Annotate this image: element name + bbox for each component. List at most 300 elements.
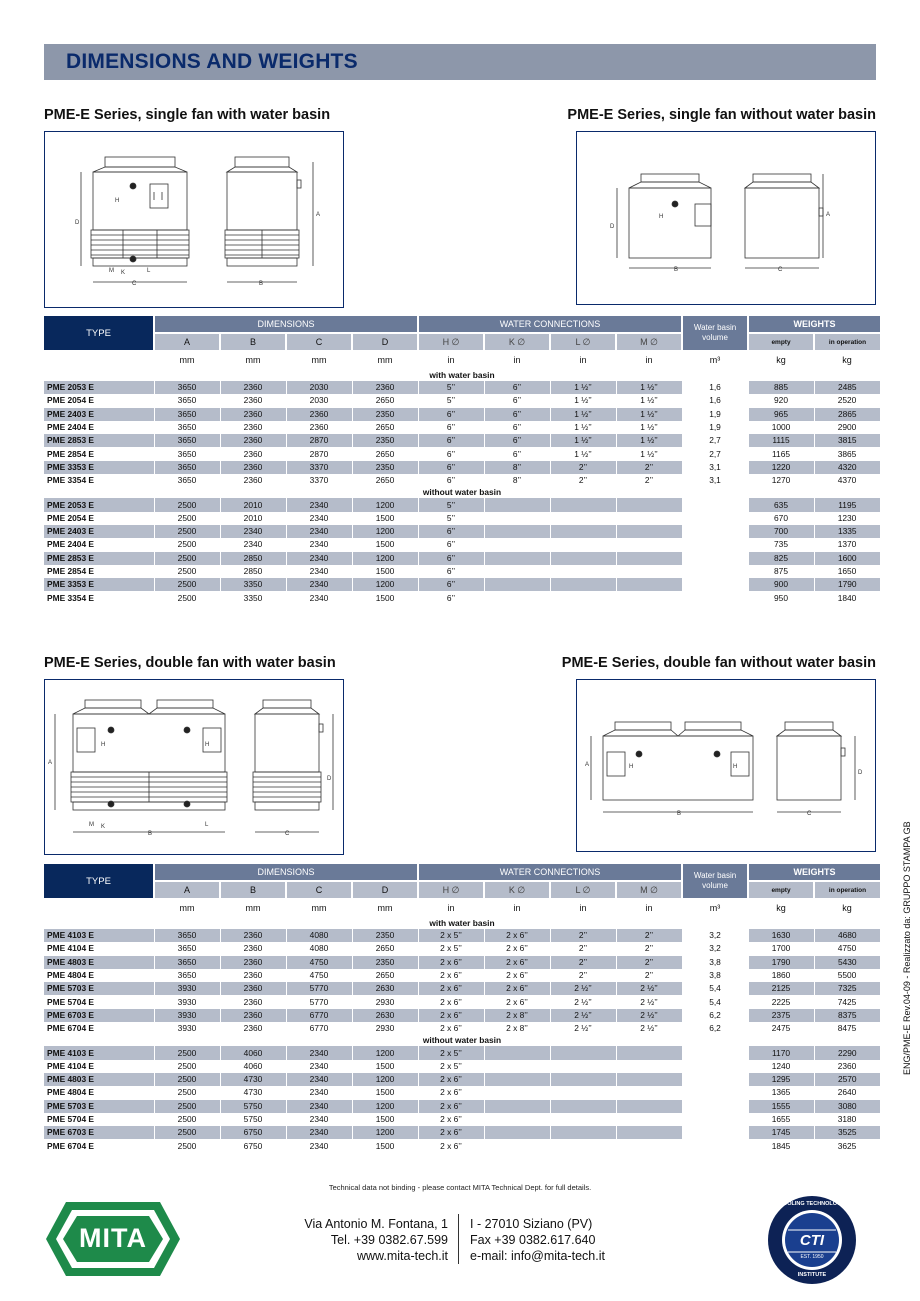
table-cell: 2340: [286, 1046, 352, 1059]
table-cell: 6750: [243, 1140, 263, 1151]
table-cell: [550, 538, 616, 551]
section-title-single-fan-without-basin: PME-E Series, single fan without water basin: [567, 107, 876, 123]
table-cell: 1295: [748, 1073, 814, 1086]
type-cell: PME 2853 E: [44, 434, 154, 447]
table-cell: [550, 565, 616, 578]
col-b: B: [220, 881, 286, 898]
table-cell: 5,4: [709, 996, 721, 1007]
table-cell: 6’’: [418, 578, 484, 591]
table-cell: 2 x 5’’: [418, 1046, 484, 1059]
table-cell: 3180: [837, 1114, 857, 1124]
table-cell: 2360: [243, 475, 263, 486]
table-row: [44, 447, 880, 460]
table-cell: 2290: [814, 1046, 880, 1059]
table-row: [44, 969, 880, 982]
drawing-single-fan-without-basin: [576, 131, 876, 305]
table-cell: 4750: [309, 970, 329, 981]
cooling-tower-drawing: [45, 680, 343, 854]
table-cell: 1500: [375, 1114, 395, 1124]
col-c: C: [286, 881, 352, 898]
table-cell: 3650: [177, 448, 197, 459]
type-cell: PME 6704 E: [47, 1023, 95, 1034]
table-cell: [484, 1046, 550, 1059]
table-cell: [616, 1126, 682, 1139]
unit-cell: m³: [709, 354, 721, 365]
table-cell: [616, 1086, 682, 1099]
table-cell: 3,8: [682, 956, 748, 969]
table-cell: 1 ½’’: [640, 422, 658, 433]
table-cell: [550, 1060, 616, 1073]
table-cell: 8’’: [484, 461, 550, 474]
table-cell: 1840: [837, 592, 857, 603]
table-cell: 2850: [220, 552, 286, 565]
type-cell: PME 6704 E: [47, 1140, 95, 1151]
table-cell: [616, 552, 682, 565]
table-cell: 2340: [286, 1126, 352, 1139]
telephone: Tel. +39 0382.67.599: [330, 1233, 448, 1247]
table-cell: [484, 552, 550, 565]
svg-text:A: A: [48, 760, 53, 766]
table-body: [44, 350, 880, 605]
type-cell: PME 2053 E: [44, 381, 154, 394]
table-cell: 2340: [309, 1087, 329, 1098]
address-block-left: [304, 1216, 448, 1264]
table-row: [44, 956, 880, 969]
table-row: [44, 565, 880, 578]
table-cell: 4730: [220, 1073, 286, 1086]
table-cell: 2360: [220, 434, 286, 447]
table-cell: 2360: [837, 1060, 857, 1071]
table-cell: 2375: [748, 1009, 814, 1022]
table-cell: [616, 1113, 682, 1126]
unit-cell: mm: [179, 902, 195, 913]
table-cell: 5430: [814, 956, 880, 969]
table-cell: 2 x 6’’: [440, 1140, 462, 1151]
table-cell: 6’’: [446, 422, 456, 433]
table-body: [44, 898, 880, 1153]
table-cell: 1600: [814, 552, 880, 565]
table-cell: 4680: [814, 929, 880, 942]
unit-cell: in: [645, 354, 653, 365]
table-cell: 5’’: [446, 512, 456, 523]
table-cell: 6’’: [512, 395, 522, 406]
table-cell: 825: [748, 552, 814, 565]
table-cell: 6770: [309, 1023, 329, 1034]
type-cell: PME 2854 E: [47, 566, 95, 576]
col-d: D: [352, 881, 418, 898]
table-cell: 2650: [375, 475, 395, 486]
table-cell: 1200: [352, 552, 418, 565]
unit-cell: mm: [311, 354, 327, 365]
table-cell: 3650: [177, 943, 197, 954]
group-row-without-basin: [44, 1035, 880, 1046]
table-cell: 2,7: [709, 448, 721, 459]
table-cell: 2475: [771, 1023, 791, 1034]
table-cell: 2’’: [550, 929, 616, 942]
col-h: H ∅: [418, 333, 484, 350]
table-cell: 2500: [154, 498, 220, 511]
type-cell: PME 3353 E: [44, 578, 154, 591]
table-cell: 4370: [837, 475, 857, 486]
col-k: K ∅: [484, 881, 550, 898]
svg-text:B: B: [674, 267, 679, 273]
website-link[interactable]: www.mita-tech.it: [357, 1249, 448, 1263]
table-cell: 2360: [286, 408, 352, 421]
table-cell: 1230: [837, 512, 857, 523]
type-cell: PME 2404 E: [47, 539, 95, 550]
table-cell: [682, 538, 748, 551]
table-cell: 2340: [286, 578, 352, 591]
table-row: [44, 942, 880, 955]
table-cell: 6’’: [484, 381, 550, 394]
unit-cell: in: [447, 902, 455, 913]
table-row: [44, 461, 880, 474]
col-l: L ∅: [550, 333, 616, 350]
table-cell: 2030: [309, 395, 329, 406]
type-cell: PME 4803 E: [44, 1073, 154, 1086]
table-cell: 950: [774, 592, 788, 603]
svg-text:H: H: [101, 742, 106, 748]
table-cell: 4080: [309, 943, 329, 954]
table-cell: 2 x 6’’: [440, 1023, 462, 1034]
section-title-single-fan-with-basin: PME-E Series, single fan with water basin: [44, 107, 331, 123]
table-row: [44, 1126, 880, 1139]
table-cell: 2570: [814, 1073, 880, 1086]
table-cell: 3930: [177, 1023, 197, 1034]
table-cell: 2 x 6’’: [440, 996, 462, 1007]
table-cell: 3370: [286, 461, 352, 474]
table-row: [44, 434, 880, 447]
disclaimer: Technical data not binding - please contact MITA Technical Dept. for full details.: [328, 1183, 592, 1192]
table-row: [44, 982, 880, 995]
unit-cell: in: [579, 902, 587, 913]
table-cell: 2350: [352, 956, 418, 969]
table-cell: 900: [748, 578, 814, 591]
table-cell: 1500: [375, 566, 395, 576]
table-cell: 1000: [771, 422, 791, 433]
table-cell: 700: [748, 525, 814, 538]
type-cell: PME 4103 E: [44, 929, 154, 942]
table-cell: 1 ½’’: [640, 395, 658, 406]
cti-center-text: CTI: [799, 1232, 825, 1249]
type-cell: PME 2403 E: [44, 408, 154, 421]
svg-text:A: A: [316, 212, 321, 218]
col-m: M ∅: [616, 333, 682, 350]
table-row: [44, 381, 880, 394]
col-in-operation: in operation: [814, 881, 880, 898]
table-cell: [484, 1126, 550, 1139]
table-cell: 2 x 6’’: [418, 982, 484, 995]
unit-cell: kg: [776, 354, 786, 365]
table-cell: 6’’: [446, 539, 456, 550]
type-cell: PME 6703 E: [44, 1009, 154, 1022]
table-cell: 6’’: [418, 408, 484, 421]
unit-cell: mm: [377, 354, 393, 365]
table-cell: 2500: [177, 592, 197, 603]
svg-text:M: M: [109, 268, 114, 274]
street-address: Via Antonio M. Fontana, 1: [304, 1217, 448, 1231]
table-cell: 2865: [814, 408, 880, 421]
table-cell: 2500: [154, 552, 220, 565]
table-cell: 2 x 6’’: [484, 982, 550, 995]
table-cell: 2650: [375, 422, 395, 433]
table-row: [44, 1100, 880, 1113]
table-cell: 2 x 6’’: [418, 1009, 484, 1022]
table-cell: 1200: [352, 578, 418, 591]
title-bar: [44, 44, 876, 80]
table-cell: 1200: [352, 1073, 418, 1086]
table-cell: [484, 1139, 550, 1152]
table-cell: 2 x 6’’: [440, 1087, 462, 1098]
type-cell: PME 2054 E: [47, 512, 95, 523]
table-cell: 2 x 6’’: [506, 943, 528, 954]
table-cell: [550, 1113, 616, 1126]
cti-est-text: EST. 1950: [800, 1254, 824, 1260]
table-cell: 5,4: [682, 982, 748, 995]
units-row: [44, 898, 880, 918]
table-cell: 2630: [352, 1009, 418, 1022]
group-label: with water basin: [429, 370, 495, 380]
type-cell: PME 5704 E: [47, 1114, 95, 1124]
table-cell: 2125: [748, 982, 814, 995]
table-cell: 2360: [220, 956, 286, 969]
table-cell: 2640: [837, 1087, 857, 1098]
type-cell: PME 3354 E: [47, 592, 95, 603]
table-cell: 2340: [286, 1100, 352, 1113]
table-cell: [484, 578, 550, 591]
table-cell: 2’’: [644, 475, 654, 486]
table-cell: 3350: [243, 592, 263, 603]
table-cell: [484, 1113, 550, 1126]
table-cell: 1 ½’’: [616, 434, 682, 447]
table-cell: 2 ½’’: [640, 996, 658, 1007]
table-cell: 2500: [177, 512, 197, 523]
table-cell: 1845: [771, 1140, 791, 1151]
table-cell: 3,1: [709, 475, 721, 486]
water-basin-volume-header: Water basin volume: [682, 316, 748, 350]
address-block-right: [470, 1216, 605, 1264]
address-divider: [458, 1214, 459, 1264]
table-cell: 2010: [243, 512, 263, 523]
type-cell: PME 4804 E: [47, 970, 95, 981]
table-cell: 2’’: [644, 970, 654, 981]
table-cell: [484, 512, 550, 525]
col-empty: empty: [748, 333, 814, 350]
table-cell: [484, 1100, 550, 1113]
table-cell: 2 x 8’’: [506, 1023, 528, 1034]
table-cell: 1200: [352, 498, 418, 511]
table-cell: 2 x 6’’: [484, 956, 550, 969]
type-cell: PME 2054 E: [47, 395, 95, 406]
table-cell: 2 x 6’’: [506, 970, 528, 981]
table-cell: 2 x 6’’: [506, 996, 528, 1007]
cooling-tower-drawing: [45, 132, 343, 307]
table-cell: 8475: [837, 1023, 857, 1034]
table-row: [44, 1113, 880, 1126]
table-cell: [616, 1100, 682, 1113]
table-cell: 2 x 8’’: [484, 1009, 550, 1022]
table-cell: 1165: [772, 448, 791, 459]
svg-text:B: B: [259, 281, 264, 287]
table-cell: 2500: [177, 1140, 197, 1151]
table-row: [44, 394, 880, 407]
unit-cell: kg: [842, 354, 852, 365]
table-cell: 2650: [375, 970, 395, 981]
table-cell: 2360: [243, 996, 263, 1007]
table-cell: [682, 1139, 748, 1152]
group-row-with-basin: [44, 370, 880, 381]
table-cell: [616, 591, 682, 604]
table-row: [44, 578, 880, 591]
table-cell: 8375: [814, 1009, 880, 1022]
city-address: I - 27010 Siziano (PV): [470, 1217, 593, 1231]
svg-text:D: D: [327, 776, 332, 782]
table-cell: 2’’: [616, 956, 682, 969]
unit-cell: in: [513, 902, 521, 913]
table-cell: 1630: [748, 929, 814, 942]
dimensions-header: DIMENSIONS: [154, 316, 418, 333]
svg-text:B: B: [148, 831, 153, 837]
table-row: [44, 525, 880, 538]
table-cell: 3650: [154, 381, 220, 394]
col-d: D: [352, 333, 418, 350]
unit-cell: mm: [245, 902, 261, 913]
revision-note: ENG/PME-E Rev.04-09 - Realizzato da: GRUPPO STAMPA GB: [902, 821, 912, 1075]
table-cell: 2340: [286, 525, 352, 538]
unit-cell: kg: [776, 902, 786, 913]
table-cell: 2340: [243, 539, 263, 550]
table-cell: 6’’: [418, 525, 484, 538]
table-cell: [550, 1046, 616, 1059]
table-cell: 2360: [243, 970, 263, 981]
table-cell: 2350: [352, 461, 418, 474]
table-cell: 2500: [177, 539, 197, 550]
table-cell: [550, 1100, 616, 1113]
unit-cell: in: [513, 354, 521, 365]
table-cell: [550, 1073, 616, 1086]
table-cell: 2360: [220, 461, 286, 474]
table-cell: 2500: [154, 1126, 220, 1139]
table-cell: 1,6: [682, 381, 748, 394]
table-cell: 3650: [177, 970, 197, 981]
mita-logo-text: MITA: [79, 1223, 147, 1253]
svg-text:C: C: [807, 811, 812, 817]
table-cell: 2500: [154, 1100, 220, 1113]
table-cell: [682, 1073, 748, 1086]
svg-text:D: D: [858, 770, 863, 776]
table-cell: 2360: [243, 1023, 263, 1034]
table-cell: [484, 1086, 550, 1099]
table-cell: 1195: [814, 498, 880, 511]
table-cell: 8’’: [512, 475, 522, 486]
table-cell: 3,1: [682, 461, 748, 474]
table-cell: 1745: [748, 1126, 814, 1139]
table-cell: 2500: [154, 1046, 220, 1059]
table-cell: [484, 525, 550, 538]
table-cell: [682, 565, 748, 578]
table-row: [44, 474, 880, 487]
table-cell: [616, 1060, 682, 1073]
table-cell: 6’’: [446, 475, 456, 486]
table-cell: 1270: [771, 475, 791, 486]
specs-table-single-fan: [44, 316, 880, 605]
col-h: H ∅: [418, 881, 484, 898]
unit-cell: in: [645, 902, 653, 913]
email-link[interactable]: e-mail: info@mita-tech.it: [470, 1249, 605, 1263]
table-cell: 6’’: [484, 434, 550, 447]
table-cell: 2340: [220, 525, 286, 538]
table-cell: 1555: [748, 1100, 814, 1113]
table-cell: [616, 1046, 682, 1059]
svg-text:D: D: [610, 224, 615, 230]
type-cell: PME 5704 E: [47, 996, 95, 1007]
table-cell: 6’’: [484, 408, 550, 421]
table-row: [44, 408, 880, 421]
table-cell: [550, 591, 616, 604]
table-cell: [616, 1139, 682, 1152]
table-cell: [550, 578, 616, 591]
table-cell: 2340: [309, 512, 329, 523]
table-cell: 3,8: [709, 970, 721, 981]
cti-top-text: COOLING TECHNOLOGY: [779, 1201, 845, 1207]
table-cell: 2 ½’’: [574, 996, 592, 1007]
table-cell: [682, 498, 748, 511]
svg-text:K: K: [101, 824, 106, 830]
type-cell: PME 4103 E: [44, 1046, 154, 1059]
group-label: with water basin: [429, 918, 495, 928]
svg-text:H: H: [733, 764, 738, 770]
table-cell: 2360: [220, 1009, 286, 1022]
svg-text:D: D: [75, 220, 80, 226]
table-cell: 3650: [177, 475, 197, 486]
unit-cell: in: [447, 354, 455, 365]
type-cell: PME 6703 E: [44, 1126, 154, 1139]
table-cell: 3650: [154, 408, 220, 421]
svg-text:L: L: [205, 822, 209, 828]
weights-header: WEIGHTS: [748, 316, 880, 333]
table-cell: 1 ½’’: [616, 408, 682, 421]
table-row: [44, 1073, 880, 1086]
table-row: [44, 512, 880, 525]
table-row: [44, 421, 880, 434]
table-cell: 2350: [352, 408, 418, 421]
mita-logo: [44, 1200, 182, 1278]
table-cell: 2340: [309, 539, 329, 550]
table-cell: 1200: [352, 1126, 418, 1139]
cooling-tower-drawing: [577, 132, 875, 304]
table-cell: 2’’: [616, 929, 682, 942]
col-c: C: [286, 333, 352, 350]
type-cell: PME 5703 E: [44, 1100, 154, 1113]
table-cell: 4060: [220, 1046, 286, 1059]
table-cell: 2900: [837, 422, 857, 433]
table-cell: [616, 565, 682, 578]
table-row: [44, 1060, 880, 1073]
table-cell: 3815: [814, 434, 880, 447]
table-cell: 2030: [286, 381, 352, 394]
table-cell: 2630: [352, 982, 418, 995]
table-cell: 3625: [837, 1140, 857, 1151]
units-type-cell: [44, 898, 154, 918]
table-cell: 3,2: [709, 943, 721, 954]
table-cell: 5750: [243, 1114, 263, 1124]
table-cell: 7325: [814, 982, 880, 995]
unit-cell: in: [579, 354, 587, 365]
table-cell: [550, 552, 616, 565]
section-title-double-fan-with-basin: PME-E Series, double fan with water basin: [44, 655, 336, 671]
type-cell: PME 4104 E: [47, 943, 95, 954]
group-row-with-basin: [44, 918, 880, 929]
